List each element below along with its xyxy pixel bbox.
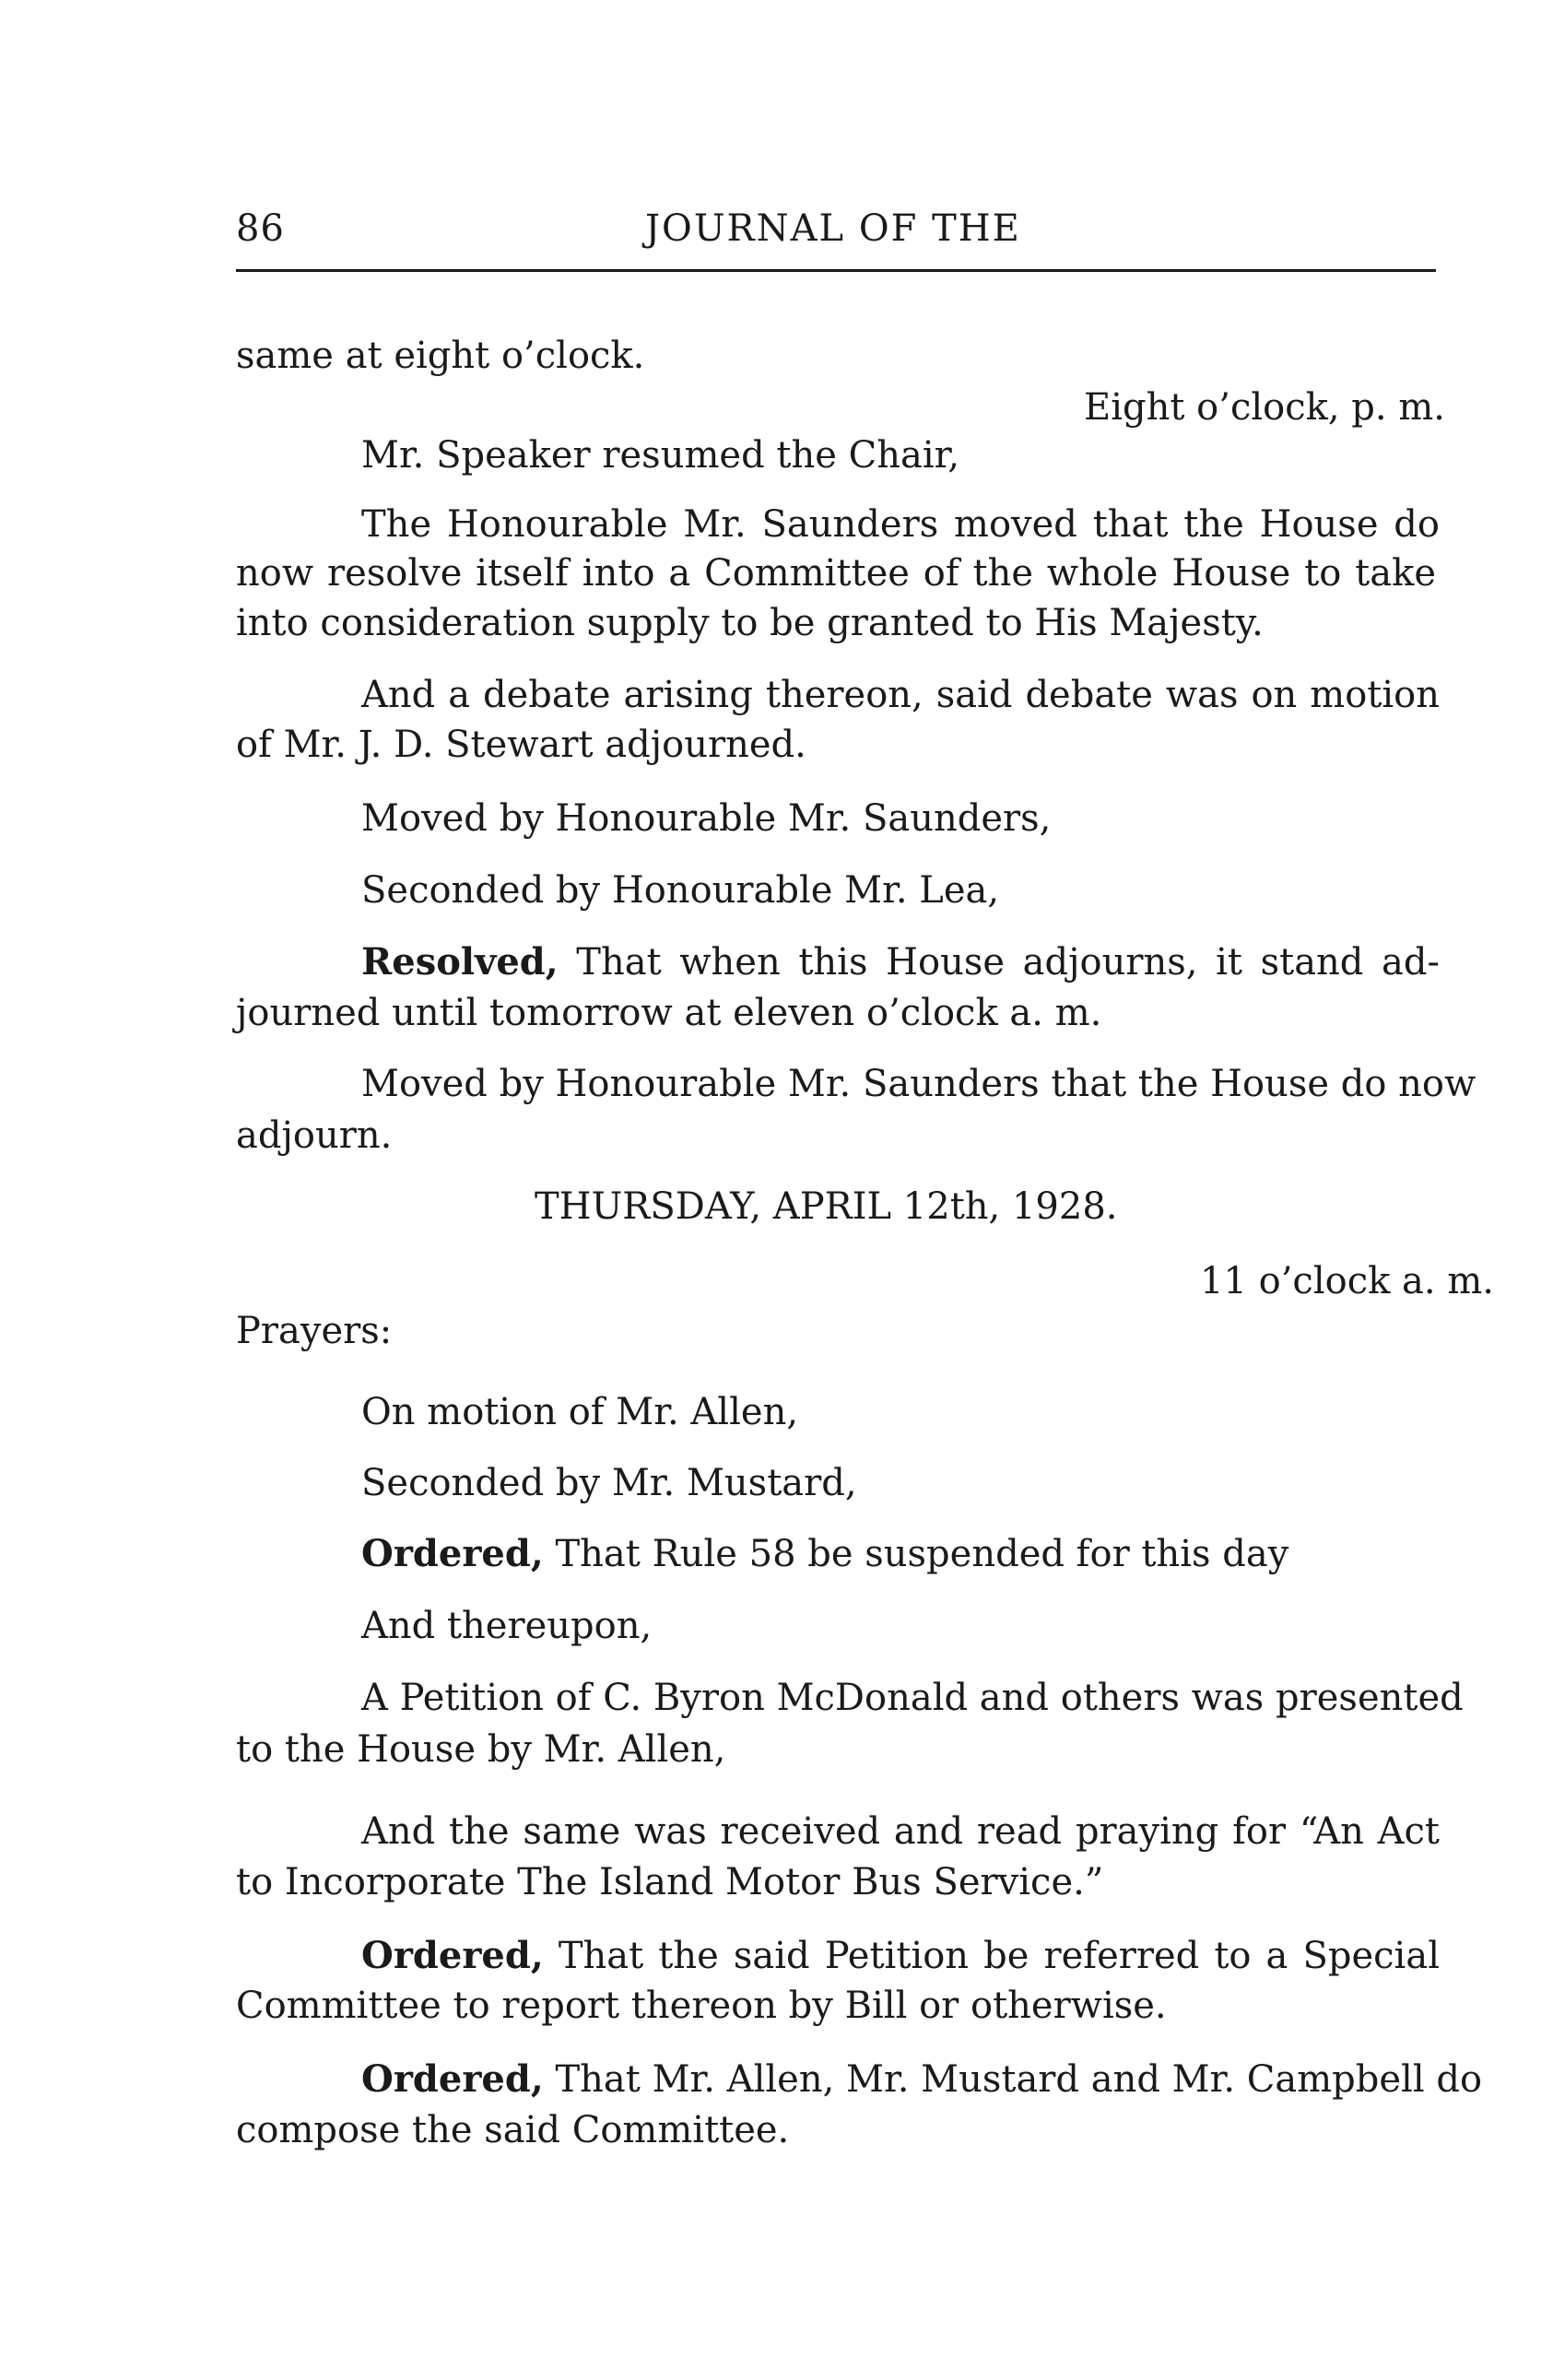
date-heading: THURSDAY, APRIL 12th, 1928.: [535, 1185, 1118, 1228]
text-line: [361, 1532, 1288, 1576]
text-line: adjourn.: [236, 1114, 393, 1157]
time-note: 11 o’clock a. m.: [1200, 1260, 1494, 1302]
text-line: On motion of Mr. Allen,: [361, 1391, 799, 1433]
text-line: to Incorporate The Island Motor Bus Service.”: [236, 1861, 1104, 1903]
line-text: That Rule 58 be suspended for this day: [555, 1533, 1289, 1575]
running-head: JOURNAL OF THE: [645, 207, 1021, 250]
text-line: same at eight o’clock.: [236, 335, 645, 377]
bold-keyword: Resolved,: [361, 940, 559, 984]
bold-keyword: Ordered,: [361, 2057, 544, 2101]
line-text: That Mr. Allen, Mr. Mustard and Mr. Campbell do: [555, 2058, 1483, 2101]
text-line: And a debate arising thereon, said debate was on motion: [361, 674, 1440, 716]
text-line: into consideration supply to be granted to His Majesty.: [236, 602, 1264, 644]
text-line: of Mr. J. D. Stewart adjourned.: [236, 724, 806, 766]
text-line: Seconded by Mr. Mustard,: [361, 1462, 857, 1504]
text-line: journed until tomorrow at eleven o’clock a. m.: [236, 992, 1102, 1034]
text-line: to the House by Mr. Allen,: [236, 1728, 726, 1771]
text-line: compose the said Committee.: [236, 2109, 790, 2151]
text-line: Moved by Honourable Mr. Saunders,: [361, 797, 1052, 840]
bold-keyword: Ordered,: [361, 1934, 544, 1977]
text-line: Mr. Speaker resumed the Chair,: [361, 434, 960, 477]
text-line: Seconded by Honourable Mr. Lea,: [361, 869, 1000, 912]
text-line: A Petition of C. Byron McDonald and others was presented: [361, 1677, 1464, 1719]
header-rule: [236, 269, 1436, 272]
text-line: [361, 940, 1440, 984]
text-line: Moved by Honourable Mr. Saunders that the House do now: [361, 1063, 1476, 1105]
page-number: 86: [236, 207, 285, 250]
text-line: The Honourable Mr. Saunders moved that the House do: [361, 503, 1440, 546]
text-line: And the same was received and read praying for “An Act: [361, 1810, 1440, 1853]
prayers-label: Prayers:: [236, 1310, 393, 1352]
line-text: That the said Petition be referred to a Special: [558, 1935, 1440, 1977]
line-text: That when this House adjourns, it stand ad-: [576, 941, 1440, 984]
text-line: And thereupon,: [361, 1605, 653, 1647]
text-line: [361, 2057, 1483, 2102]
text-line: Committee to report thereon by Bill or otherwise.: [236, 1985, 1167, 2027]
time-note: Eight o’clock, p. m.: [1084, 386, 1445, 429]
bold-keyword: Ordered,: [361, 1532, 544, 1575]
text-line: now resolve itself into a Committee of the whole House to take: [236, 552, 1436, 595]
text-line: [361, 1934, 1440, 1978]
